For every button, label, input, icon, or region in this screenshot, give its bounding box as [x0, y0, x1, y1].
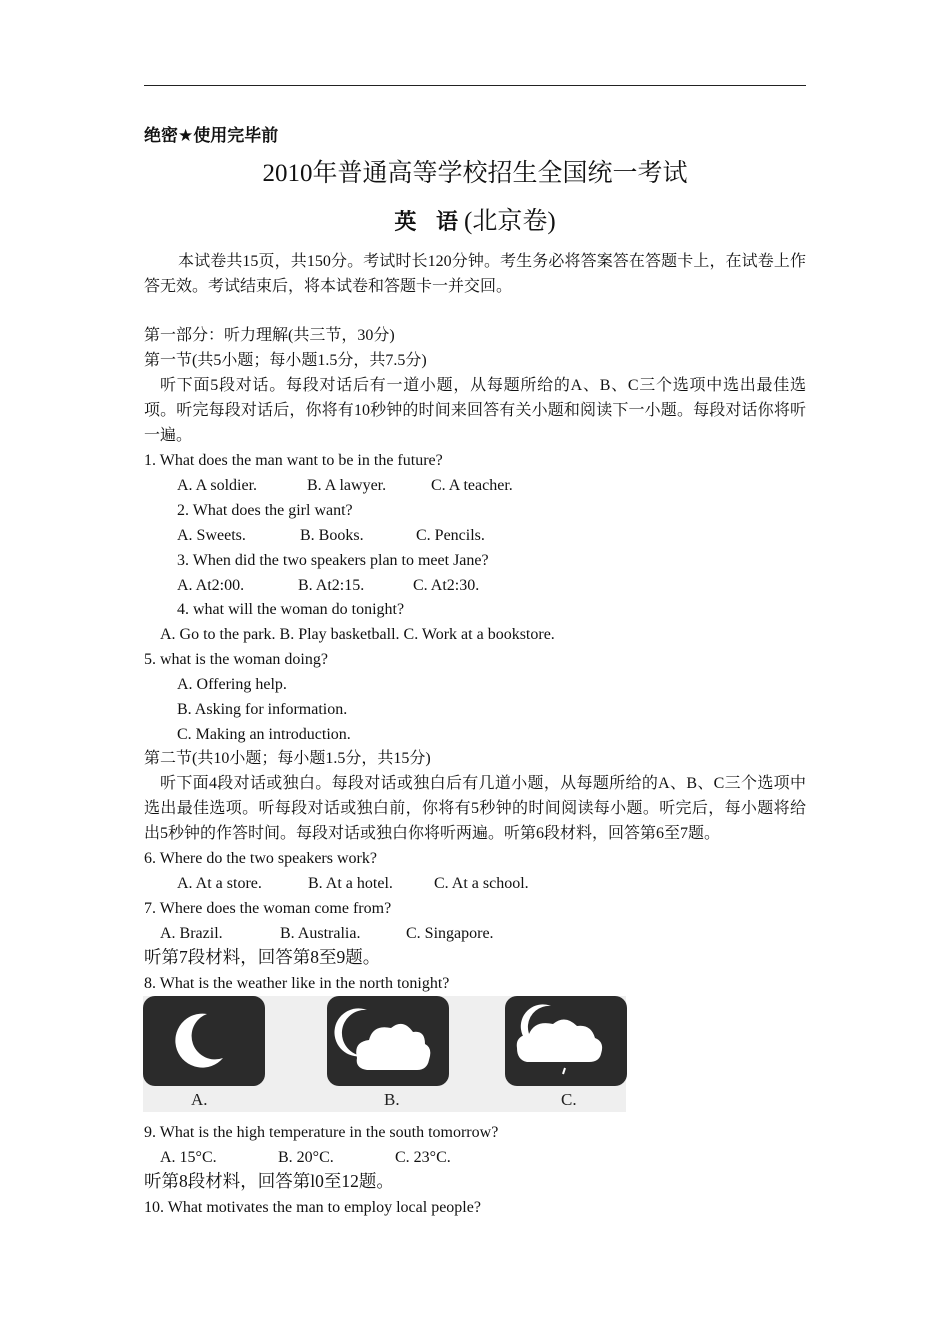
- question-7: 7. Where does the woman come from?: [144, 900, 392, 917]
- question-8: 8. What is the weather like in the north tonight?: [144, 975, 450, 992]
- option-b: B. At a hotel.: [308, 875, 393, 892]
- option-b-label: B.: [384, 1090, 400, 1109]
- exam-subject: [0, 205, 950, 240]
- listen-material-7: 听第7段材料，回答第8至9题。: [144, 947, 381, 967]
- option-c: C. Making an introduction.: [177, 726, 351, 743]
- moon-cloud-icon: [327, 996, 449, 1086]
- section2-heading: 第二节(共10小题；每小题1.5分，共15分): [144, 750, 431, 767]
- section2-instructions: 听下面4段对话或独白。每段对话或独白后有几道小题，从每题所给的A、B、C三个选项中选出最佳选项。听每段对话或独白前，你将有5秒钟的时间阅读每小题。听完后，每小题将给出5秒钟的作答时间。每段对话或独白你将听两遍。听第6段材料，回答第6至7题。: [144, 775, 806, 842]
- option-a: A. Sweets.: [177, 527, 246, 544]
- exam-title: 2010年普通高等学校招生全国统一考试: [262, 160, 688, 187]
- option-a: A. Brazil.: [160, 925, 223, 942]
- option-a: A. At a store.: [177, 875, 262, 892]
- option-b: B. Australia.: [280, 925, 361, 942]
- option-a: A. A soldier.: [177, 477, 258, 494]
- option-c: C. At2:30.: [413, 577, 480, 594]
- confidential-label: 绝密★使用完毕前: [144, 126, 279, 146]
- weather-options-image: [143, 996, 626, 1112]
- moon-icon: [143, 996, 265, 1086]
- header-rule: [144, 85, 806, 86]
- option-b: B. 20°C.: [278, 1149, 334, 1166]
- subject-name: 英 语: [394, 210, 464, 235]
- option-c: C. At a school.: [434, 875, 529, 892]
- option-a: A. Offering help.: [177, 676, 287, 693]
- question-5: 5. what is the woman doing?: [144, 651, 328, 668]
- question-4: 4. what will the woman do tonight?: [177, 601, 405, 618]
- section1-instructions: 听下面5段对话。每段对话后有一道小题，从每题所给的A、B、C三个选项中选出最佳选项。听完每段对话后，你将有10秒钟的时间来回答有关小题和阅读下一小题。每段对话你将听一遍。: [144, 377, 806, 444]
- part1-heading: 第一部分：听力理解(共三节，30分): [144, 327, 395, 344]
- question-10: 10. What motivates the man to employ local people?: [144, 1199, 481, 1216]
- section1-heading: 第一节(共5小题；每小题1.5分，共7.5分): [144, 352, 427, 369]
- subject-region: (北京卷): [464, 208, 556, 235]
- question-2: 2. What does the girl want?: [177, 502, 353, 519]
- intro-paragraph: 本试卷共15页，共150分。考试时长120分钟。考生务必将答案答在答题卡上，在试卷上作答无效。考试结束后，将本试卷和答题卡一并交回。: [144, 253, 806, 295]
- option-b: B. At2:15.: [298, 577, 365, 594]
- option-c: C. Singapore.: [406, 925, 494, 942]
- option-c: C. Pencils.: [416, 527, 485, 544]
- moon-cloud-rain-icon: [505, 996, 627, 1086]
- question-4-options: A. Go to the park. B. Play basketball. C. Work at a bookstore.: [160, 626, 555, 643]
- option-c: C. A teacher.: [431, 477, 513, 494]
- option-a: A. 15°C.: [160, 1149, 217, 1166]
- question-9: 9. What is the high temperature in the south tomorrow?: [144, 1124, 499, 1141]
- question-1: 1. What does the man want to be in the future?: [144, 452, 443, 469]
- question-6: 6. Where do the two speakers work?: [144, 850, 377, 867]
- listen-material-8: 听第8段材料，回答第l0至12题。: [144, 1171, 394, 1191]
- option-b: B. Asking for information.: [177, 701, 348, 718]
- option-a-label: A.: [191, 1090, 208, 1109]
- question-3: 3. When did the two speakers plan to meet Jane?: [177, 552, 489, 569]
- option-b: B. A lawyer.: [307, 477, 387, 494]
- option-b: B. Books.: [300, 527, 364, 544]
- option-c: C. 23°C.: [395, 1149, 451, 1166]
- option-c-label: C.: [561, 1090, 577, 1109]
- option-a: A. At2:00.: [177, 577, 245, 594]
